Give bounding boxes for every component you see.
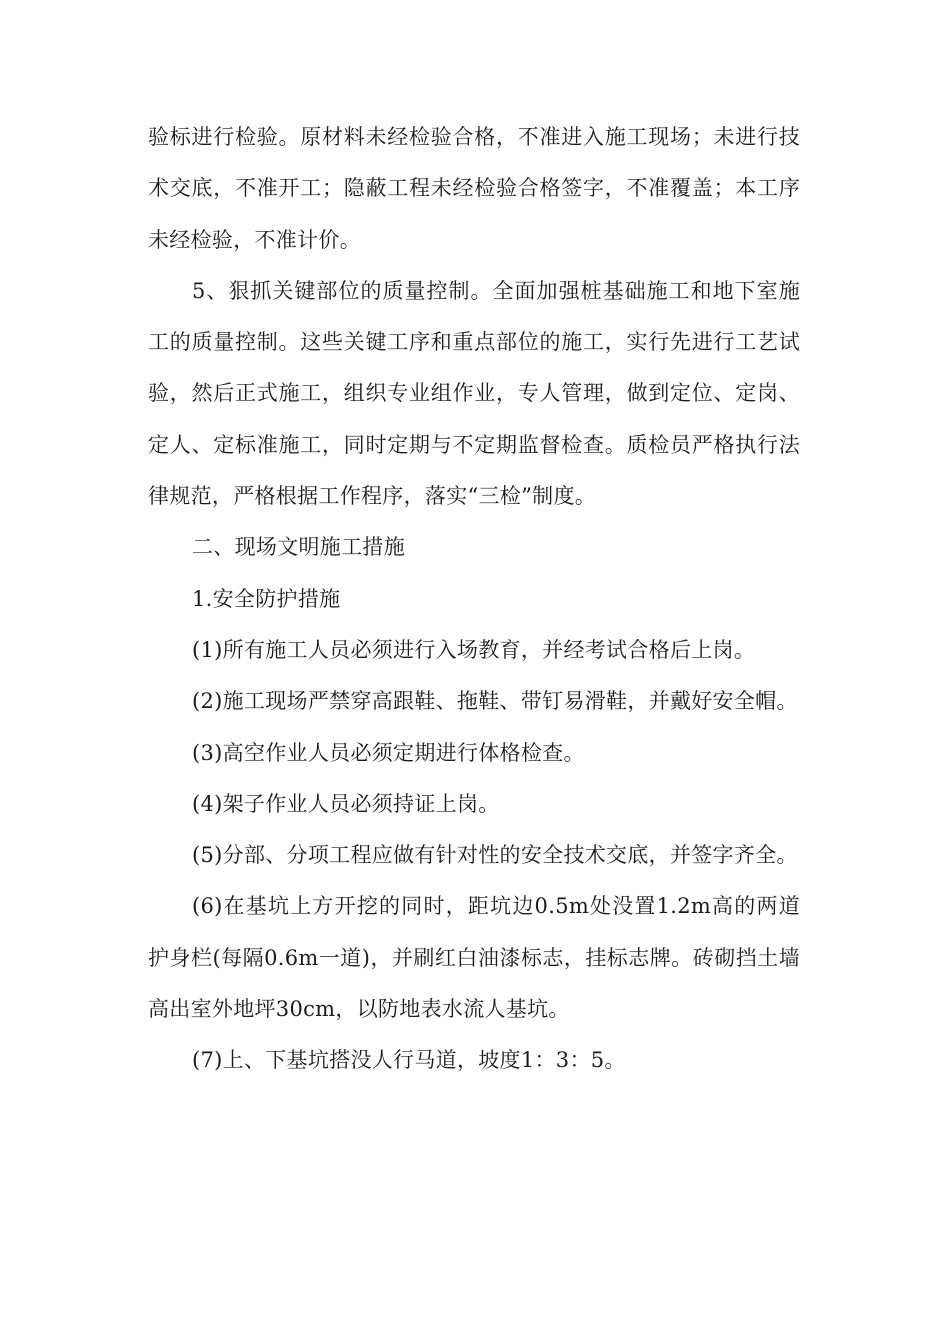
paragraph-inspection-rules: 验标进行检验。原材料未经检验合格，不准进入施工现场；未进行技术交底，不准开工；隐蔽工程未经检验合格签字，不准覆盖；本工序未经检验，不准计价。 <box>148 125 800 252</box>
list-item-3: (3)高空作业人员必须定期进行体格检查。 <box>192 740 585 765</box>
list-item-7: (7)上、下基坑搭没人行马道，坡度1：3：5。 <box>192 1048 626 1073</box>
list-item-4: (4)架子作业人员必须持证上岗。 <box>192 791 500 816</box>
list-item-5: (5)分部、分项工程应做有针对性的安全技术交底，并签字齐全。 <box>192 843 798 868</box>
section-heading-civilized-construction: 二、现场文明施工措施 <box>192 535 405 560</box>
list-item-2: (2)施工现场严禁穿高跟鞋、拖鞋、带钉易滑鞋，并戴好安全帽。 <box>192 689 798 714</box>
document-page <box>148 112 800 1087</box>
subsection-heading-safety-measures: 1.安全防护措施 <box>192 586 341 611</box>
list-item-6: (6)在基坑上方开挖的同时，距坑边0.5m处没置1.2m高的两道护身栏(每隔0.6m一道)，并刷红白油漆标志，挂标志牌。砖砌挡土墙高出室外地坪30cm，以防地表水流人基坑。 <box>148 894 800 1022</box>
paragraph-key-quality-control: 5、狠抓关键部位的质量控制。全面加强桩基础施工和地下室施工的质量控制。这些关键工序和重点部位的施工，实行先进行工艺试验，然后正式施工，组织专业组作业，专人管理，做到定位、定岗、定人、定标准施工，同时定期与不定期监督检查。质检员严格执行法律规范，严格根据工作程序，落实“三检”制度。 <box>148 278 800 509</box>
list-item-1: (1)所有施工人员必须进行入场教育，并经考试合格后上岗。 <box>192 637 756 662</box>
